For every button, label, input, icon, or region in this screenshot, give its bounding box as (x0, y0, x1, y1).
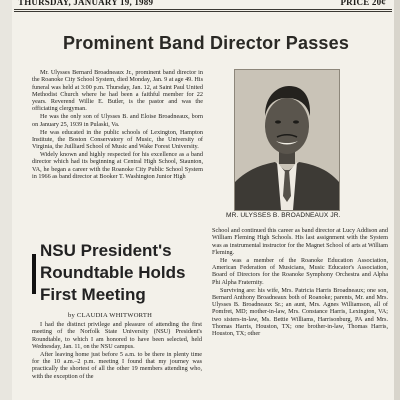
article-headline: Prominent Band Director Passes (62, 33, 350, 53)
headline-accent-bar (32, 254, 36, 294)
masthead (12, 0, 400, 8)
second-headline: NSU President's Roundtable Holds First Meeting (40, 241, 186, 304)
masthead-price: PRICE 20¢ (340, 0, 386, 7)
article-body-right (212, 227, 388, 338)
article-body-left (32, 69, 203, 181)
page-edge (394, 0, 400, 400)
body-paragraph: He was educated in the public schools of Lexington, Hampton Institute, the Boston Conservatory of Music, the University of Virginia, the Juilliard School of Music and Wake Forest University. (32, 128, 203, 151)
newspaper-clipping (12, 0, 400, 400)
photo-caption: MR. ULYSSES B. BROADNEAUX JR. (226, 212, 341, 219)
masthead-rule (14, 9, 392, 10)
body-paragraph: Mr. Ulysses Bernard Broadneaux Jr., prominent band director in the Roanoke City School System, died Monday, Jan. 9 at age 49. His funeral was held at 3:00 p.m. Thursday, Jan. 12, at Saint Paul United Methodist Church where he had been a faithful member for 22 years. Reverend Willie E. Butler, is the pastor and was the officiating clergyman. (32, 69, 203, 113)
second-article-body (32, 321, 202, 381)
body-paragraph: After leaving home just before 5 a.m. to be there in plenty time for the 10 a.m.–2 p.m. meeting I found that my journey was practically the shortest of all the other 19 members attending who, with the exception of the (32, 350, 202, 380)
body-paragraph: He was a member of the Roanoke Education Association, American Federation of Musicians, Music Educator's Association, Board of Directors for the Roanoke Symphony Orchestra and Alpha Phi Alpha Fraternity. (212, 256, 388, 286)
portrait-photo (234, 69, 340, 211)
body-paragraph: Surviving are: his wife, Mrs. Patricia Harris Broadneaux; one son, Bernard Anthony Broadneaux both of Roanoke; parents, Mr. and Mrs. Ulysses B. Broadneaux Sr.; an aunt, Mrs. Agnes Williamson, all of Pomfret, MD; mother-in-law, Mrs. Constance Harris, Lexington, VA; two sisters-in-law, Ms. Bettie Williams, Harrisonburg, PA and Mrs. Thomas Harris, Houston, TX; one brother-in-law, Thomas Harris, Houston, TX; other (212, 286, 388, 338)
body-paragraph: School and continued this career as band director at Lucy Addison and William Fleming High Schools. His last assignment with the System was as instrumental instructor for the Magnet School of arts at William Fleming. (212, 227, 388, 256)
masthead-rule-thin (14, 11, 392, 12)
portrait-image (235, 70, 339, 210)
body-paragraph: Widely known and highly respected for his excellence as a band director which had its beginning at Central High School, Staunton, VA, he began a career with the Roanoke City Public School System in 1966 as band director at Booker T. Washington Junior High (32, 151, 203, 180)
byline: by CLAUDIA WHITWORTH (68, 312, 153, 319)
body-paragraph: He was the only son of Ulysses B. and Eloise Broadneaux, born on January 25, 1939 in Pulaski, Va. (32, 113, 203, 128)
body-paragraph: I had the distinct privilege and pleasure of attending the first meeting of the Norfolk State University (NSU) President's Roundtable, to which I am honored to have been selected, held Wednesday, Jan. 11, on the NSU campus. (32, 321, 202, 350)
masthead-date: THURSDAY, JANUARY 19, 1989 (18, 0, 154, 7)
